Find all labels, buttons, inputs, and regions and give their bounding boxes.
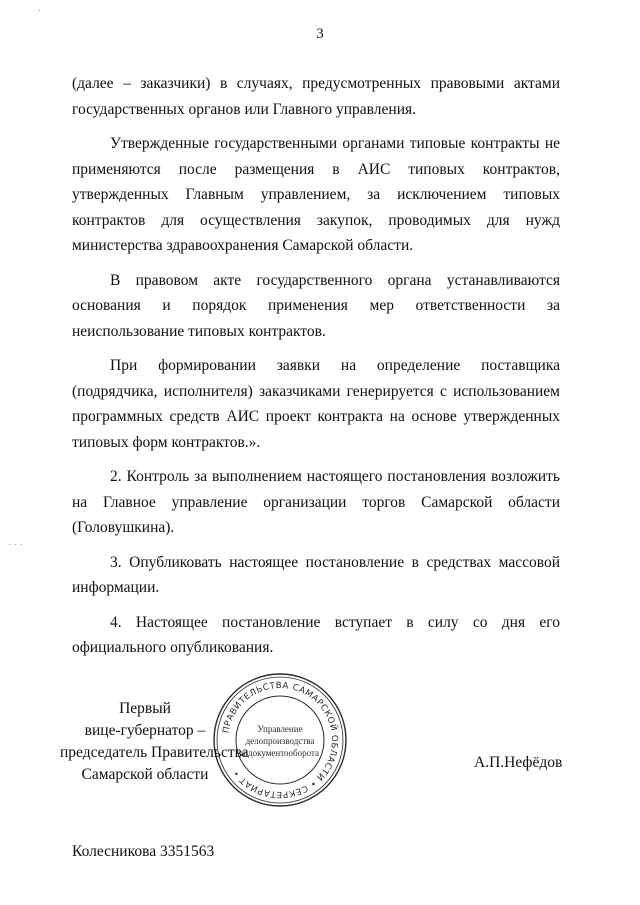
official-seal — [212, 672, 348, 808]
scan-artifact: · · · — [8, 540, 23, 551]
paragraph: (далее – заказчики) в случаях, предусмотренных правовыми актами государственных органов или Главного управления. — [72, 75, 560, 118]
signer-name: А.П.Нефёдов — [474, 754, 563, 771]
paragraph: 3. Опубликовать настоящее постановление в средствах массовой информации. — [72, 553, 560, 596]
signer-position — [60, 698, 249, 786]
signer-position-line: вице-губернатор – — [84, 722, 206, 739]
paragraph: Утвержденные государственными органами типовые контракты не применяются после размещения в АИС типовых контрактов, утвержденных Главным управлением, за исключением типовых контрактов для осуществления закупок, проводимых для нужд министерства здравоохранения Самарской области. — [72, 135, 560, 254]
scan-artifact: · — [38, 6, 42, 17]
signer-position-line: председатель Правительства — [60, 744, 249, 761]
seal-ring-text: ПРАВИТЕЛЬСТВА САМАРСКОЙ ОБЛАСТИ • СЕКРЕТАРИАТ • — [221, 680, 340, 800]
signer-position-line: Первый — [119, 700, 171, 717]
signer-position-line: Самарской области — [81, 766, 209, 783]
paragraph: 2. Контроль за выполнением настоящего постановления возложить на Главное управление организации торгов Самарской области (Головушкина). — [72, 468, 560, 536]
paragraph: В правовом акте государственного органа устанавливаются основания и порядок применения мер ответственности за неиспользование типовых контрактов. — [72, 271, 560, 340]
page-number: 3 — [316, 26, 324, 42]
seal-center-line: и документооборота — [240, 748, 320, 758]
paragraph: 4. Настоящее постановление вступает в силу со дня его официального опубликования. — [72, 613, 560, 656]
body-text — [72, 71, 560, 670]
seal-center-line: делопроизводства — [245, 736, 315, 746]
executor-contact: Колесникова 3351563 — [72, 843, 215, 860]
paragraph: При формировании заявки на определение поставщика (подрядчика, исполнителя) заказчиками генерируется с использованием программных средств АИС проект контракта на основе утвержденных типовых форм контрактов.». — [72, 357, 560, 451]
seal-center-line: Управление — [257, 724, 303, 734]
